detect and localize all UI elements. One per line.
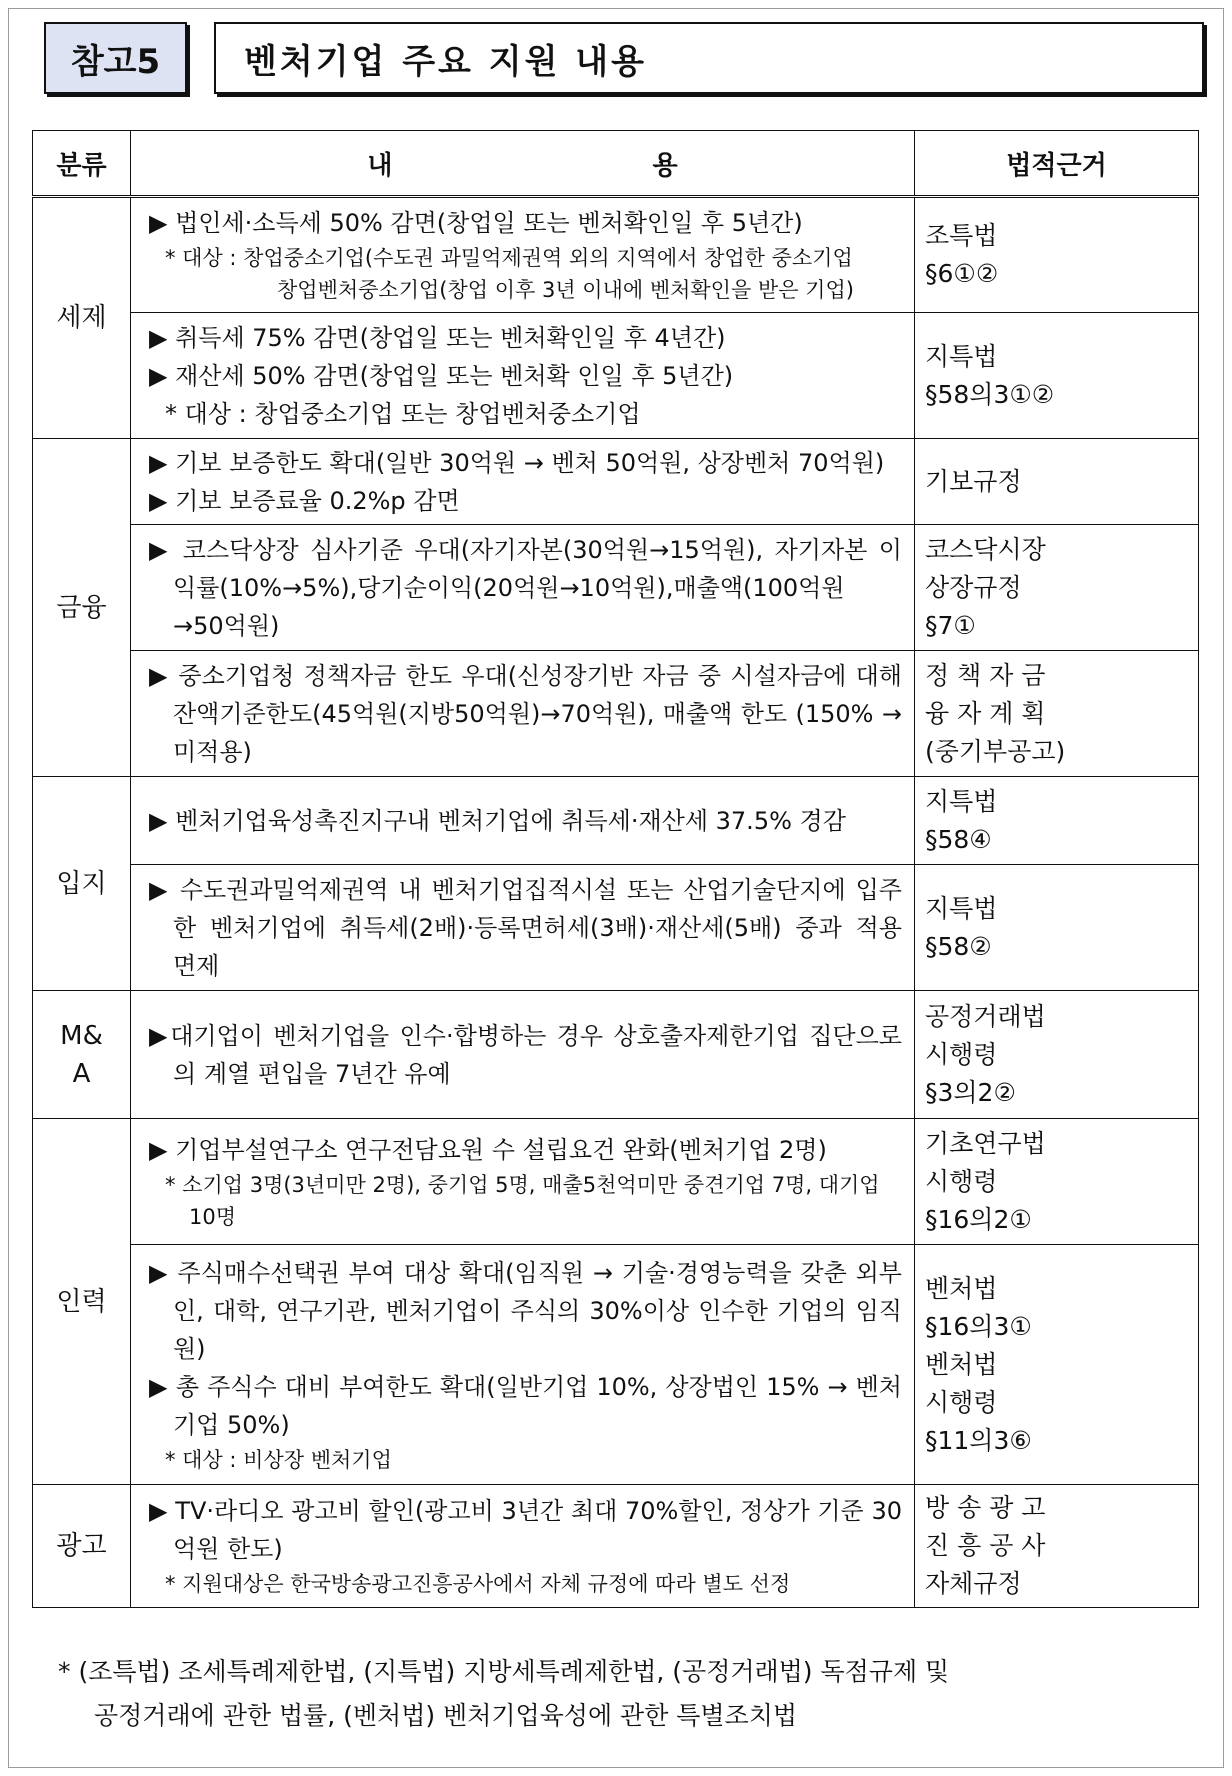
bullet-item: ▶대기업이 벤처기업을 인수·합병하는 경우 상호출자제한기업 집단으로의 계열 편입을 7년간 유예 [149,1021,902,1088]
law-line: 시행령 [925,1387,998,1417]
bullet-item: ▶ 주식매수선택권 부여 대상 확대(임직원 → 기술·경영능력을 갖춘 외부인, 대학, 연구기관, 벤처기업이 주식의 30%이상 인수한 기업의 임직원) [149,1258,902,1363]
row-content [131,197,915,313]
row-content [131,991,915,1119]
category-ma: M& A [33,991,131,1119]
row-content [131,1119,915,1245]
table-header-row [33,131,1199,197]
row-law [915,777,1199,865]
footnote [58,1650,1208,1738]
bullet-item: ▶ 수도권과밀억제권역 내 벤처기업집적시설 또는 산업기술단지에 입주한 벤처기업에 취득세(2배)·등록면허세(3배)·재산세(5배) 중과 적용 면제 [149,875,902,980]
row-law [915,865,1199,991]
table-row [33,651,1199,777]
category-location: 입지 [33,777,131,991]
law-line: 진 흥 공 사 [925,1531,1046,1560]
support-table [32,130,1199,1608]
bullet-item: ▶ 취득세 75% 감면(창업일 또는 벤처확인일 후 4년간) [149,323,726,352]
note-item: * 대상 : 창업중소기업 또는 창업벤처중소기업 [165,399,641,428]
law-line: 코스닥시장 [925,534,1046,564]
law-line: 벤처법 [925,1273,998,1303]
category-finance: 금융 [33,439,131,777]
table-row [33,197,1199,313]
row-content [131,777,915,865]
page-title: 벤처기업 주요 지원 내용 [214,22,1204,94]
table-row [33,865,1199,991]
bullet-item: ▶ 중소기업청 정책자금 한도 우대(신성장기반 자금 중 시설자금에 대해 잔액기준한도(45억원(지방50억원)→70억원), 매출액 한도 (150% → 미적용) [149,661,902,766]
category-ad: 광고 [33,1485,131,1608]
row-content [131,439,915,525]
bullet-item: ▶ 기보 보증료율 0.2%p 감면 [149,486,460,515]
law-line: 자체규정 [925,1569,1022,1598]
law-line: 벤처법 [925,1349,998,1379]
category-hr: 인력 [33,1119,131,1485]
law-line: §7① [925,610,976,640]
row-law [915,991,1199,1119]
row-content [131,1245,915,1485]
reference-label: 참고5 [44,22,187,94]
law-line: §16의3① [925,1311,1032,1341]
law-line: 정 책 자 금 [925,660,1046,690]
row-law [915,651,1199,777]
note-item: * 대상 : 비상장 벤처기업 [165,1447,392,1472]
bullet-item: ▶ 기보 보증한도 확대(일반 30억원 → 벤처 50억원, 상장벤처 70억원) [149,448,885,477]
law-line: 기초연구법 [925,1128,1046,1158]
row-law [915,439,1199,525]
table-row [33,777,1199,865]
law-line: §58④ [925,824,992,854]
footnote-line: * (조특법) 조세특례제한법, (지특법) 지방세특례제한법, (공정거래법) 독점규제 및 [58,1657,950,1686]
law-line: 시행령 [925,1039,998,1069]
bullet-item: ▶ 총 주식수 대비 부여한도 확대(일반기업 10%, 상장법인 15% → 벤처기업 50%) [149,1372,902,1439]
law-line: (중기부공고) [925,736,1066,766]
law-line: 조특법 [925,221,998,250]
table-row [33,1485,1199,1608]
note-item: 창업벤처중소기업(창업 이후 3년 이내에 벤처확인을 받은 기업) [277,278,854,302]
row-content [131,1485,915,1608]
bullet-item: ▶ 코스닥상장 심사기준 우대(자기자본(30억원→15억원), 자기자본 이익률(10%→5%),당기순이익(20억원→10억원),매출액(100억원 →50억원) [149,535,902,640]
column-header-content: 내 용 [131,131,915,197]
row-content [131,525,915,651]
note-item: * 대상 : 창업중소기업(수도권 과밀억제권역 외의 지역에서 창업한 중소기업 [165,246,853,270]
row-content [131,651,915,777]
row-law [915,197,1199,313]
law-line: §6①② [925,259,999,288]
law-line: 융 자 계 획 [925,698,1046,728]
column-header-law: 법적근거 [915,131,1199,197]
table-row [33,991,1199,1119]
row-law [915,525,1199,651]
law-line: 방 송 광 고 [925,1493,1046,1522]
row-law [915,1119,1199,1245]
table-row [33,313,1199,439]
note-item: * 소기업 3명(3년미만 2명), 중기업 5명, 매출5천억미만 중견기업 7명, 대기업 10명 [165,1172,880,1229]
table-row [33,439,1199,525]
law-line: 상장규정 [925,572,1022,602]
law-line: §16의2① [925,1204,1032,1234]
row-content [131,313,915,439]
law-line: 공정거래법 [925,1001,1046,1031]
bullet-item: ▶ TV·라디오 광고비 할인(광고비 3년간 최대 70%할인, 정상가 기준 30억원 한도) [149,1497,902,1563]
row-law [915,1485,1199,1608]
law-line: 시행령 [925,1166,998,1196]
bullet-item: ▶ 법인세·소득세 50% 감면(창업일 또는 벤처확인일 후 5년간) [149,209,803,237]
category-tax: 세제 [33,197,131,439]
bullet-item: ▶ 기업부설연구소 연구전담요원 수 설립요건 완화(벤처기업 2명) [149,1135,827,1164]
note-item: * 지원대상은 한국방송광고진흥공사에서 자체 규정에 따라 별도 선정 [165,1572,791,1596]
row-law [915,313,1199,439]
law-line: §58의3①② [925,379,1055,409]
bullet-item: ▶ 벤처기업육성촉진지구내 벤처기업에 취득세·재산세 37.5% 경감 [149,806,846,835]
table-row [33,1119,1199,1245]
row-law [915,1245,1199,1485]
law-line: §58② [925,931,992,961]
law-line: 지특법 [925,341,998,371]
law-line: 기보규정 [925,466,1022,496]
law-line: 지특법 [925,893,998,923]
table-row [33,1245,1199,1485]
law-line: 지특법 [925,786,998,816]
row-content [131,865,915,991]
column-header-category: 분류 [33,131,131,197]
bullet-item: ▶ 재산세 50% 감면(창업일 또는 벤처확 인일 후 5년간) [149,361,734,390]
law-line: §11의3⑥ [925,1425,1032,1455]
footnote-line: 공정거래에 관한 법률, (벤처법) 벤처기업육성에 관한 특별조치법 [94,1701,798,1730]
law-line: §3의2② [925,1077,1016,1107]
table-row [33,525,1199,651]
